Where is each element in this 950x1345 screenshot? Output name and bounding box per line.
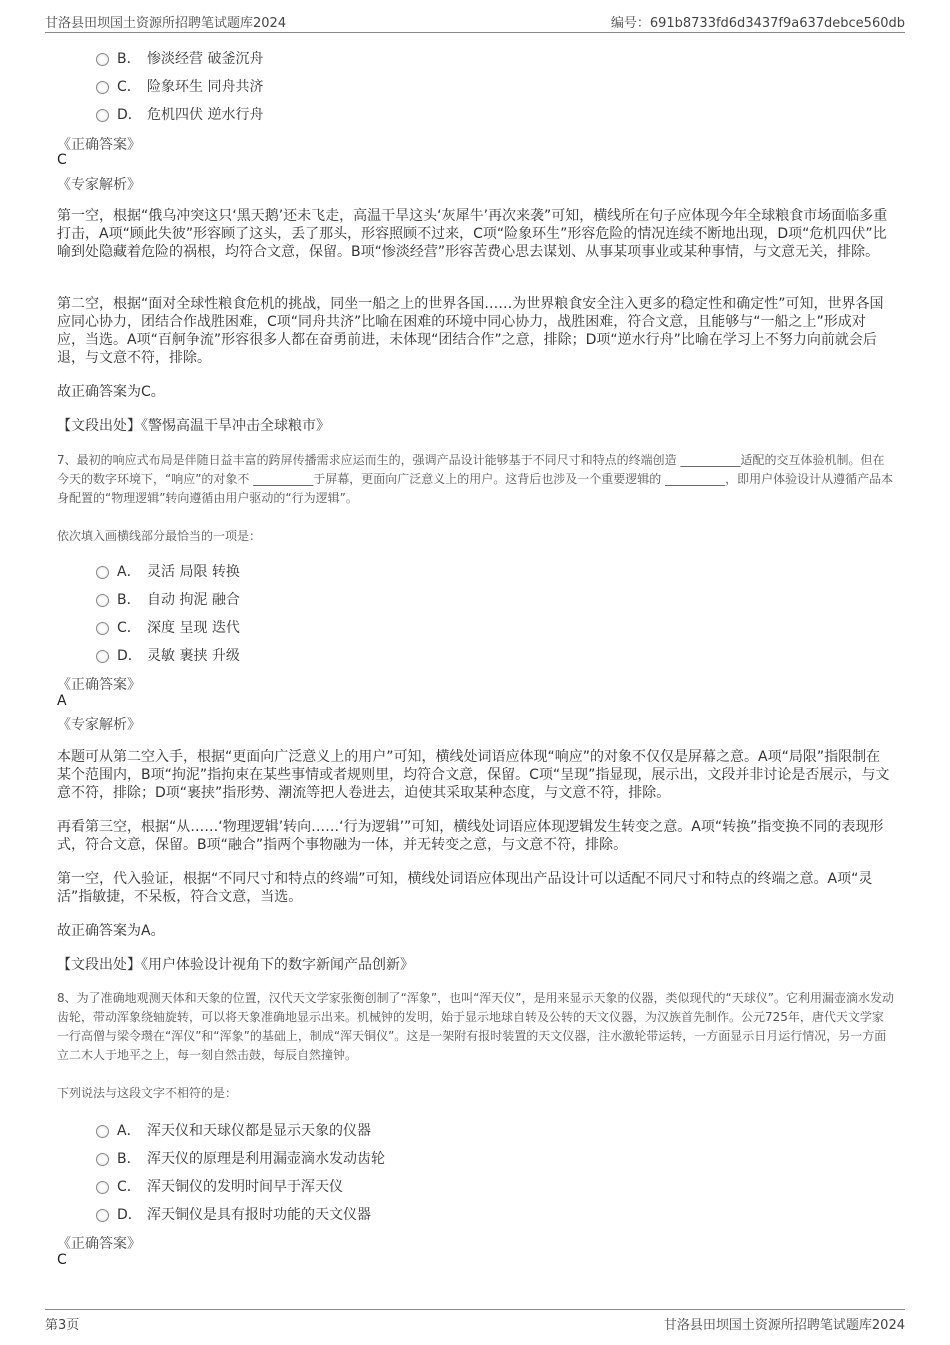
radio-icon[interactable]: [96, 622, 109, 635]
q6-analysis-p2: 第二空，根据“面对全球性粮食危机的挑战，同坐一船之上的世界各国……为世界粮食安全注入更多的稳定性和确定性”可知，世界各国应同心协力，团结合作战胜困难，C项“同舟共济”比喻在困难的环境中同心协力，战胜困难，符合文意，且能够与“一船之上”形成对应，当选。A项“百舸争流”形容很多人都在奋勇前进，未体现“团结合作”之意，排除；D项“逆水行舟”比喻在学习上不努力向前就会后退，与文意不符，排除。: [57, 296, 884, 366]
q8-option-d[interactable]: D． 浑天铜仪是具有报时功能的天文仪器: [96, 1204, 371, 1224]
footer-title: 甘洛县田坝国土资源所招聘笔试题库2024: [663, 1318, 905, 1333]
radio-icon[interactable]: [96, 594, 109, 607]
radio-icon[interactable]: [96, 650, 109, 663]
q6-option-b[interactable]: B． 惨淡经营 破釜沉舟: [96, 48, 263, 68]
q6-option-d[interactable]: D． 危机四伏 逆水行舟: [96, 104, 263, 124]
page-number: 第3页: [45, 1318, 80, 1333]
header-doc-id: 编号：691b8733fd6d3437f9a637debce560db: [610, 16, 905, 31]
radio-icon[interactable]: [96, 1125, 109, 1138]
page-header: [45, 12, 905, 33]
q6-analysis-p1: 第一空，根据“俄乌冲突这只‘黑天鹅’还未飞走，高温干旱这头‘灰犀牛’再次来袭”可知，横线所在句子应体现今年全球粮食市场面临多重打击，A项“顾此失彼”形容顾了这头，丢了那头，形容照顾不过来，C项“险象环生”形容危险的情况连续不断地出现，D项“危机四伏”比喻到处隐藏着危险的祸根，均符合文意，保留。B项“惨淡经营”形容苦费心思去谋划、从事某项事业或某种事情，与文意无关，排除。: [57, 208, 888, 260]
q7-analysis-p4: 故正确答案为A。: [57, 923, 165, 939]
q8-prompt: 下列说法与这段文字不相符的是：: [57, 1086, 238, 1100]
radio-icon[interactable]: [96, 81, 109, 94]
q7-analysis-p1: 本题可从第二空入手，根据“更面向广泛意义上的用户”可知，横线处词语应体现“响应”的对象不仅仅是屏幕之意。A项“局限”指限制在某个范围内，B项“拘泥”指拘束在某些事情或者规则里，均符合文意，保留。C项“呈现”指显现，展示出，文段并非讨论是否展示，与文意不符，排除；D项“裹挟”指形势、潮流等把人卷进去，迫使其采取某种态度，与文意不符，排除。: [57, 749, 890, 801]
q6-option-c[interactable]: C． 险象环生 同舟共济: [96, 76, 263, 96]
q6-answer-label: 《正确答案》: [57, 137, 141, 153]
page-footer: [45, 1309, 905, 1336]
q7-question-text: 7、最初的响应式布局是伴随日益丰富的跨屏传播需求应运而生的，强调产品设计能够基于不同尺寸和特点的终端创造 __________适配的交互体验机制。但在今天的数字环境下，“响应”的对象不 __________于屏幕，更面向广泛意义上的用户。这背后也涉及一个重要逻辑的 __________，即用户体验设计从遵循产品本身配置的“物理逻辑”转向遵循由用户驱动的“行为逻辑”。: [57, 453, 894, 505]
q7-prompt: 依次填入画横线部分最恰当的一项是：: [57, 529, 262, 543]
q8-option-a[interactable]: A． 浑天仪和天球仪都是显示天象的仪器: [96, 1120, 371, 1140]
q7-option-a[interactable]: A． 灵活 局限 转换: [96, 561, 240, 581]
q7-option-b[interactable]: B． 自动 拘泥 融合: [96, 589, 240, 609]
q7-answer: A: [57, 693, 67, 709]
radio-icon[interactable]: [96, 109, 109, 122]
q7-analysis-p2: 再看第三空，根据“从……‘物理逻辑’转向……‘行为逻辑’”可知，横线处词语应体现逻辑发生转变之意。A项“转换”指变换不同的表现形式，符合文意，保留。B项“融合”指两个事物融为一体，并无转变之意，与文意不符，排除。: [57, 819, 884, 853]
q8-question-text: 8、为了准确地观测天体和天象的位置，汉代天文学家张衡创制了“浑象”，也叫“浑天仪”，是用来显示天象的仪器，类似现代的“天球仪”。它利用漏壶滴水发动齿轮，带动浑象绕轴旋转，可以将天象准确地显示出来。机械钟的发明，始于显示地球自转及公转的天文仪器，为汉族首先制作。公元725年，唐代天文学家一行高僧与梁令瓒在“浑仪”和“浑象”的基础上，制成“浑天铜仪”。这是一架附有报时装置的天文仪器，注水激轮带运转，一方面显示日月运行情况，另一方面立二木人于地平之上，每一刻自然击鼓，每辰自然撞钟。: [57, 991, 894, 1062]
q7-option-d[interactable]: D． 灵敏 裹挟 升级: [96, 645, 240, 665]
q7-analysis-p3: 第一空，代入验证，根据“不同尺寸和特点的终端”可知，横线处词语应体现出产品设计可以适配不同尺寸和特点的终端之意。A项“灵活”指敏捷，不呆板，符合文意，当选。: [57, 871, 873, 905]
q7-source: 【文段出处】《用户体验设计视角下的数字新闻产品创新》: [57, 957, 414, 973]
q6-source: 【文段出处】《警惕高温干旱冲击全球粮市》: [57, 418, 330, 434]
q8-option-b[interactable]: B． 浑天仪的原理是利用漏壶滴水发动齿轮: [96, 1148, 385, 1168]
q7-option-c[interactable]: C． 深度 呈现 迭代: [96, 617, 240, 637]
q6-answer: C: [57, 152, 67, 168]
radio-icon[interactable]: [96, 1209, 109, 1222]
q6-analysis-label: 《专家解析》: [57, 177, 141, 193]
q7-analysis-label: 《专家解析》: [57, 717, 141, 733]
radio-icon[interactable]: [96, 1181, 109, 1194]
q8-answer: C: [57, 1252, 67, 1268]
radio-icon[interactable]: [96, 566, 109, 579]
q8-answer-label: 《正确答案》: [57, 1236, 141, 1252]
q6-analysis-p3: 故正确答案为C。: [57, 384, 165, 400]
radio-icon[interactable]: [96, 53, 109, 66]
q8-option-c[interactable]: C． 浑天铜仪的发明时间早于浑天仪: [96, 1176, 343, 1196]
radio-icon[interactable]: [96, 1153, 109, 1166]
q7-answer-label: 《正确答案》: [57, 677, 141, 693]
header-title: 甘洛县田坝国土资源所招聘笔试题库2024: [45, 16, 287, 31]
